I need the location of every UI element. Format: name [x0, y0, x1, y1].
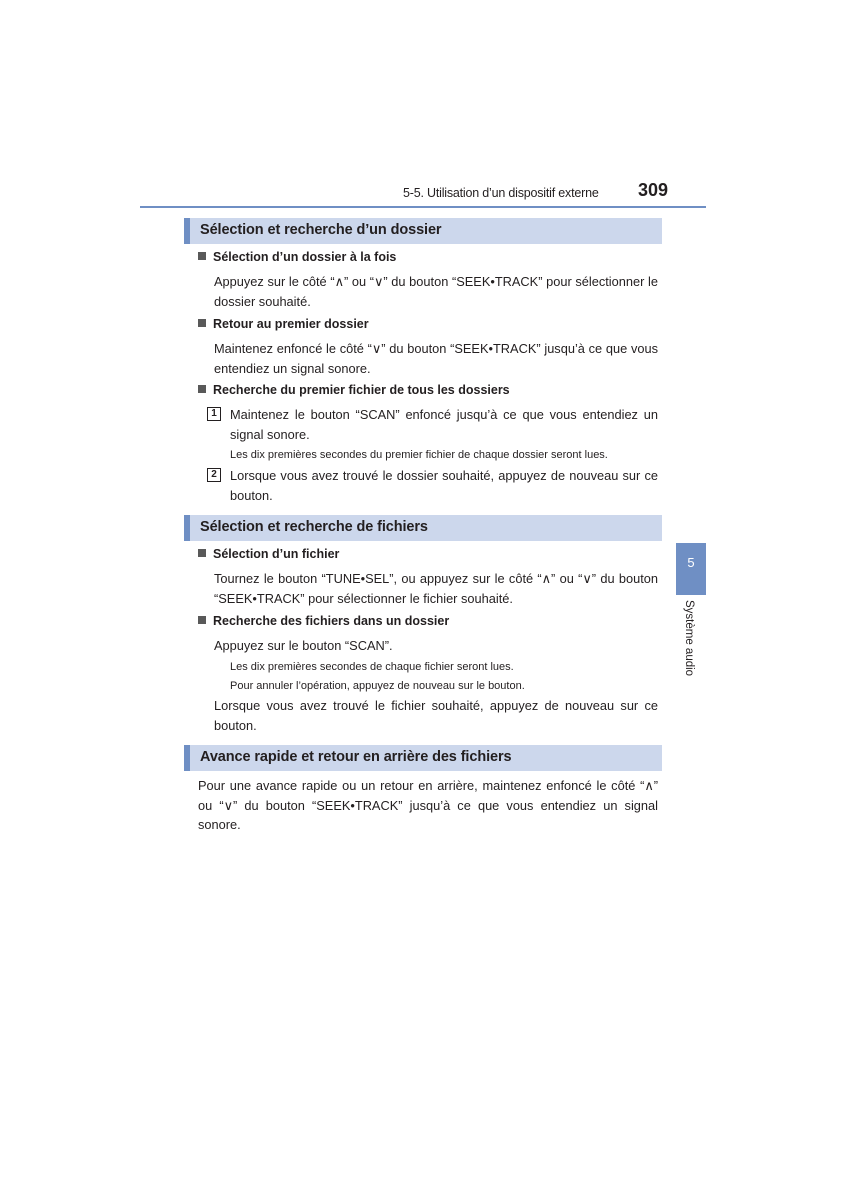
subsection-heading: Sélection d’un fichier	[198, 547, 339, 561]
step-number-badge: 1	[207, 407, 221, 421]
header-rule	[140, 206, 706, 208]
section-title: Sélection et recherche d’un dossier	[200, 222, 442, 238]
note: Pour annuler l’opération, appuyez de nouveau sur le bouton.	[230, 680, 525, 692]
note: Les dix premières secondes du premier fichier de chaque dossier seront lues.	[230, 449, 608, 461]
chapter-number: 5	[687, 555, 695, 570]
step-number-badge: 2	[207, 468, 221, 482]
section-header-files	[184, 515, 662, 541]
section-header-fast-forward	[184, 745, 662, 771]
note: Les dix premières secondes de chaque fichier seront lues.	[230, 661, 514, 673]
paragraph: Pour une avance rapide ou un retour en arrière, maintenez enfoncé le côté “∧” ou “∨” du bouton “SEEK•TRACK” jusqu’à ce que vous entendiez un signal sonore.	[198, 778, 658, 833]
square-bullet-icon	[198, 385, 206, 393]
chapter-label: Système audio	[683, 600, 695, 677]
square-bullet-icon	[198, 616, 206, 624]
square-bullet-icon	[198, 319, 206, 327]
step-text: Maintenez le bouton “SCAN” enfoncé jusqu’à ce que vous entendiez un signal sonore.	[230, 407, 658, 442]
paragraph: Appuyez sur le bouton “SCAN”.	[214, 638, 393, 653]
paragraph: Appuyez sur le côté “∧” ou “∨” du bouton “SEEK•TRACK” pour sélectionner le dossier souhaité.	[214, 274, 658, 309]
square-bullet-icon	[198, 252, 206, 260]
section-title: Avance rapide et retour en arrière des fichiers	[200, 749, 512, 765]
subsection-heading: Recherche du premier fichier de tous les dossiers	[198, 383, 510, 397]
square-bullet-icon	[198, 549, 206, 557]
chapter-tab	[676, 543, 706, 595]
subsection-heading: Recherche des fichiers dans un dossier	[198, 614, 449, 628]
step-text: Lorsque vous avez trouvé le dossier souhaité, appuyez de nouveau sur ce bouton.	[230, 468, 658, 503]
subsection-heading: Sélection d’un dossier à la fois	[198, 250, 396, 264]
section-header-folder	[184, 218, 662, 244]
paragraph: Maintenez enfoncé le côté “∨” du bouton “SEEK•TRACK” jusqu’à ce que vous entendiez un signal sonore.	[214, 341, 658, 376]
subsection-heading: Retour au premier dossier	[198, 317, 369, 331]
section-title: Sélection et recherche de fichiers	[200, 519, 428, 535]
paragraph: Tournez le bouton “TUNE•SEL”, ou appuyez sur le côté “∧” ou “∨” du bouton “SEEK•TRACK” pour sélectionner le fichier souhaité.	[214, 571, 658, 606]
running-header-section: 5-5. Utilisation d’un dispositif externe	[403, 186, 599, 200]
page-number: 309	[638, 180, 669, 200]
paragraph: Lorsque vous avez trouvé le fichier souhaité, appuyez de nouveau sur ce bouton.	[214, 698, 658, 733]
